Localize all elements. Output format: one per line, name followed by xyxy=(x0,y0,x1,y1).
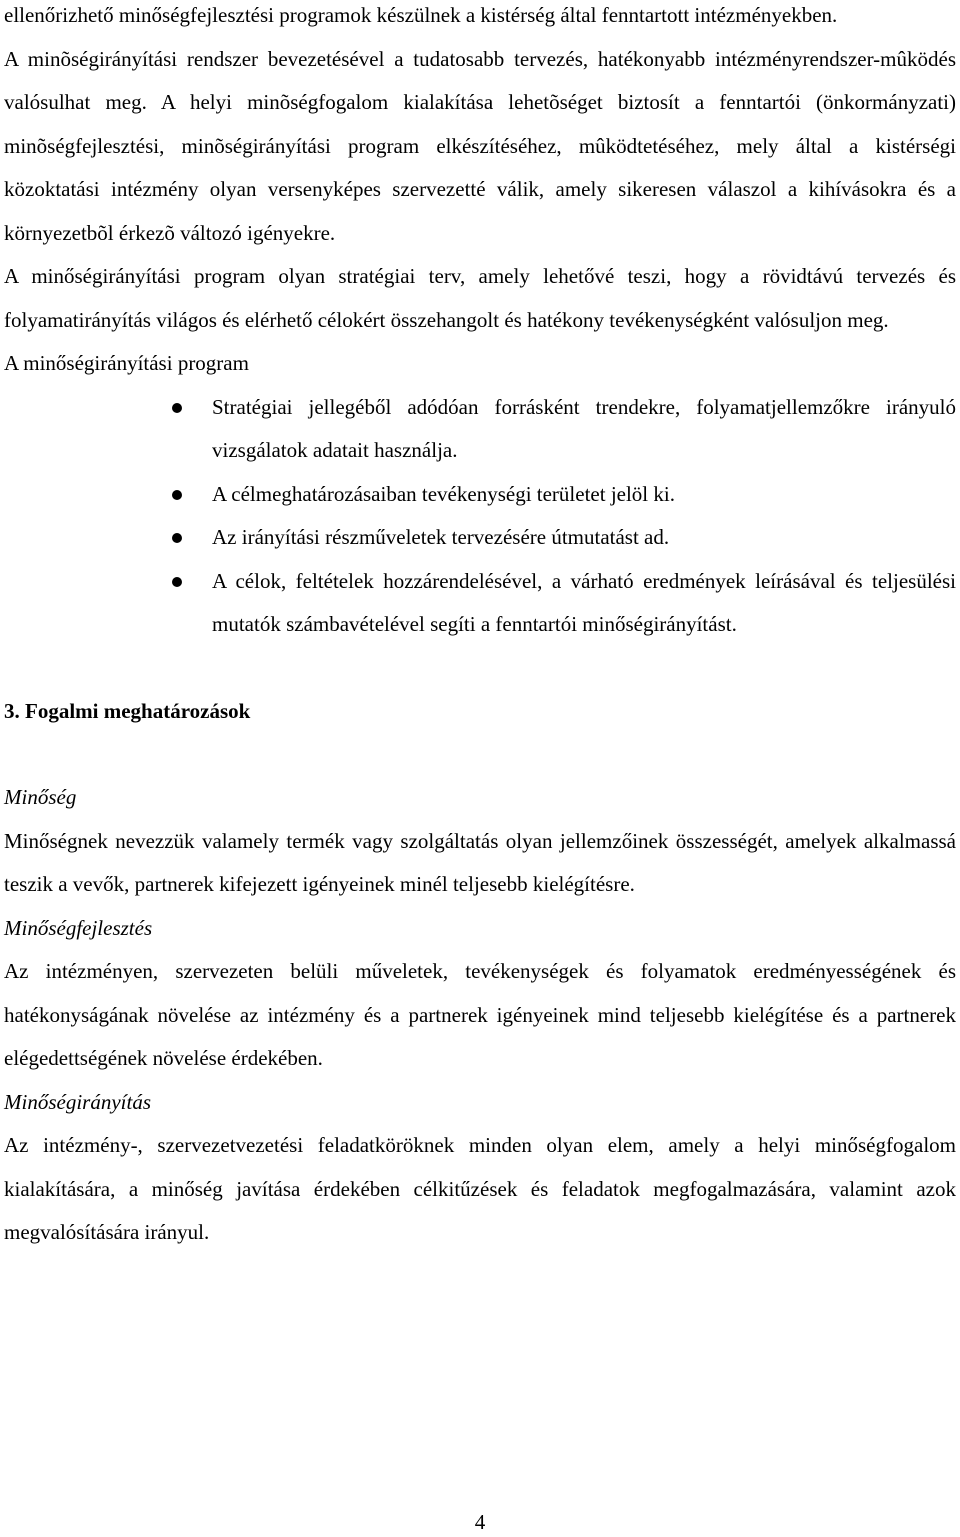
definition-text: Az intézményen, szervezeten belüli műveletek, tevékenységek és folyamatok eredményességének és hatékonyságának növelése az intézmény és a partnerek igényeinek mind teljesebb kielégítése és a partnerek elégedettségének növelése érdekében. xyxy=(4,959,956,1070)
bullet-icon xyxy=(172,577,182,587)
definition-term: Minőség xyxy=(4,785,77,809)
bullet-list xyxy=(4,386,956,647)
list-item-text: A célok, feltételek hozzárendelésével, a várható eredmények leírásával és teljesülési mutatók számbavételével segíti a fenntartói minőségirányítást. xyxy=(212,568,956,636)
list-item xyxy=(4,386,956,473)
bullet-icon xyxy=(172,403,182,413)
definition-term: Minőségfejlesztés xyxy=(4,915,153,940)
list-item-text: Az irányítási részműveletek tervezésére útmutatást ad. xyxy=(212,525,670,549)
paragraph-quality-system: A minõségirányítási rendszer bevezetésével a tudatosabb tervezés, hatékonyabb intézményrendszer-mûködés valósulhat meg. A helyi minõségfogalom kialakítása lehetõséget biztosít a fenntartói (önkormányzati) minõségfejlesztési, minõségirányítási program elkészítéséhez, mûködtetéséhez, mely által a kistérségi közoktatási intézmény olyan versenyképes szervezetté válik, amely sikeresen válaszol a kihívásokra és a környezetbõl érkezõ változó igényekre. xyxy=(4,46,956,245)
bullet-icon xyxy=(172,533,182,543)
list-item-text: A célmeghatározásaiban tevékenységi területet jelöl ki. xyxy=(212,481,675,506)
definition-term: Minőségirányítás xyxy=(4,1089,151,1114)
paragraph-program-lead: A minőségirányítási program xyxy=(4,351,249,375)
list-item xyxy=(4,560,956,647)
paragraph-intro-continuation: ellenőrizhető minőségfejlesztési programok készülnek a kistérség által fenntartott intézményekben. xyxy=(4,3,838,27)
definition-text: Minőségnek nevezzük valamely termék vagy szolgáltatás olyan jellemzőinek összességét, amelyek alkalmassá teszik a vevők, partnerek kifejezett igényeinek minél teljesebb kielégítésre. xyxy=(4,828,956,896)
definition-text: Az intézmény-, szervezetvezetési feladatköröknek minden olyan elem, amely a helyi minőségfogalom kialakítására, a minőség javítása érdekében célkitűzések és feladatok megfogalmazására, valamint azok megvalósítására irányul. xyxy=(4,1133,956,1244)
document-page xyxy=(4,0,956,1255)
bullet-icon xyxy=(172,490,182,500)
section-heading: 3. Fogalmi meghatározások xyxy=(4,698,251,723)
list-item-text: Stratégiai jellegéből adódóan forrásként trendekre, folyamatjellemzőkre irányuló vizsgálatok adatait használja. xyxy=(212,394,956,462)
list-item xyxy=(4,473,956,517)
list-item xyxy=(4,516,956,560)
page-number: 4 xyxy=(474,1510,486,1534)
paragraph-program-definition: A minőségirányítási program olyan stratégiai terv, amely lehetővé teszi, hogy a rövidtávú tervezés és folyamatirányítás világos és elérhető célokért összehangolt és hatékony tevékenységként valósuljon meg. xyxy=(4,264,956,332)
